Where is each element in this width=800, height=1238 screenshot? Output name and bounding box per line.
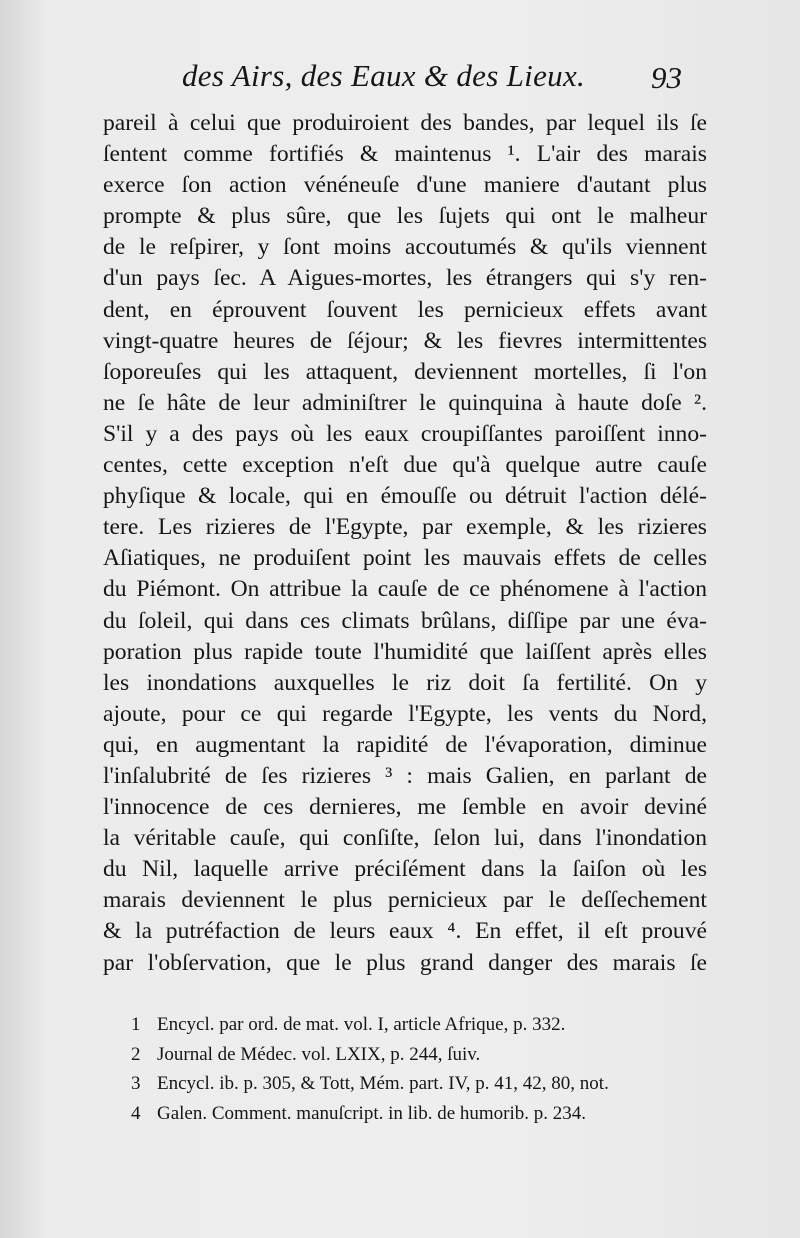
text-line: phyſique & locale, qui en émouſſe ou détruit l'action délé-: [103, 483, 707, 510]
text-line: Aſiatiques, ne produiſent point les mauvais effets de celles: [103, 545, 707, 572]
text-line: l'innocence de ces dernieres, me ſemble en avoir deviné: [103, 794, 707, 821]
footnote-number: 4: [131, 1102, 141, 1124]
footnote: [131, 1069, 721, 1099]
text-line: l'inſalubrité de ſes rizieres ³ : mais Galien, en parlant de: [103, 762, 707, 789]
footnote: [131, 1099, 721, 1129]
text-line: centes, cette exception n'eſt due qu'à quelque autre cauſe: [103, 452, 707, 479]
text-line: d'un pays ſec. A Aigues-mortes, les étrangers qui s'y ren-: [103, 265, 707, 292]
text-line: du ſoleil, qui dans ces climats brûlans, diſſipe par une éva-: [103, 607, 707, 634]
footnote-number: 1: [131, 1014, 141, 1035]
text-line: du Piémont. On attribue la cauſe de ce phénomene à l'action: [103, 576, 707, 603]
running-title: des Airs, des Eaux & des Lieux.: [182, 58, 586, 93]
footnote-text: Journal de Médec. vol. LXIX, p. 244, ſuiv.: [157, 1043, 481, 1065]
text-line: marais deviennent le plus pernicieux par le deſſechement: [103, 887, 707, 914]
text-line: du Nil, laquelle arrive préciſément dans la ſaiſon où les: [103, 856, 707, 883]
text-line: pareil à celui que produiroient des bandes, par lequel ils ſe: [103, 110, 707, 136]
text-line: de le reſpirer, y ſont moins accoutumés & qu'ils viennent: [103, 234, 707, 261]
page-header: [0, 58, 800, 98]
text-line: tere. Les rizieres de l'Egypte, par exemple, & les rizieres: [103, 514, 707, 541]
text-line: S'il y a des pays où les eaux croupiſſantes paroiſſent inno-: [103, 420, 707, 447]
body-text: [103, 108, 707, 979]
text-line: par l'obſervation, que le plus grand danger des marais ſe: [103, 949, 707, 976]
text-line: ſoporeuſes qui les attaquent, deviennent mortelles, ſi l'on: [103, 358, 707, 385]
footnote-number: 2: [131, 1043, 141, 1065]
footnote-text: Encycl. ib. p. 305, & Tott, Mém. part. IV, p. 41, 42, 80, not.: [157, 1073, 609, 1094]
footnote: [131, 1010, 721, 1040]
footnote-number: 3: [131, 1073, 141, 1094]
text-line: prompte & plus sûre, que les ſujets qui ont le malheur: [103, 203, 707, 230]
text-line: ſentent comme fortifiés & maintenus ¹. L'air des marais: [103, 141, 707, 168]
footnote: [131, 1040, 721, 1070]
text-line: dent, en éprouvent ſouvent les pernicieux effets avant: [103, 296, 707, 323]
text-line: exerce ſon action vénéneuſe d'une maniere d'autant plus: [103, 172, 707, 199]
footnote-text: Galen. Comment. manuſcript. in lib. de humorib. p. 234.: [157, 1102, 587, 1124]
text-line: la véritable cauſe, qui conſiſte, ſelon lui, dans l'inondation: [103, 825, 707, 852]
text-line: ne ſe hâte de leur adminiſtrer le quinquina à haute doſe ².: [103, 389, 707, 416]
text-line: ajoute, pour ce qui regarde l'Egypte, les vents du Nord,: [103, 700, 707, 727]
footnotes: [131, 1010, 721, 1128]
text-line: les inondations auxquelles le riz doit ſa fertilité. On y: [103, 669, 707, 696]
text-line: & la putréfaction de leurs eaux ⁴. En effet, il eſt prouvé: [103, 918, 707, 945]
page-number: 93: [651, 60, 682, 95]
footnote-text: Encycl. par ord. de mat. vol. I, article Afrique, p. 332.: [157, 1014, 566, 1035]
text-line: poration plus rapide toute l'humidité que laiſſent après elles: [103, 638, 707, 665]
text-line: vingt-quatre heures de ſéjour; & les fievres intermittentes: [103, 327, 707, 354]
text-line: qui, en augmentant la rapidité de l'évaporation, diminue: [103, 731, 707, 758]
